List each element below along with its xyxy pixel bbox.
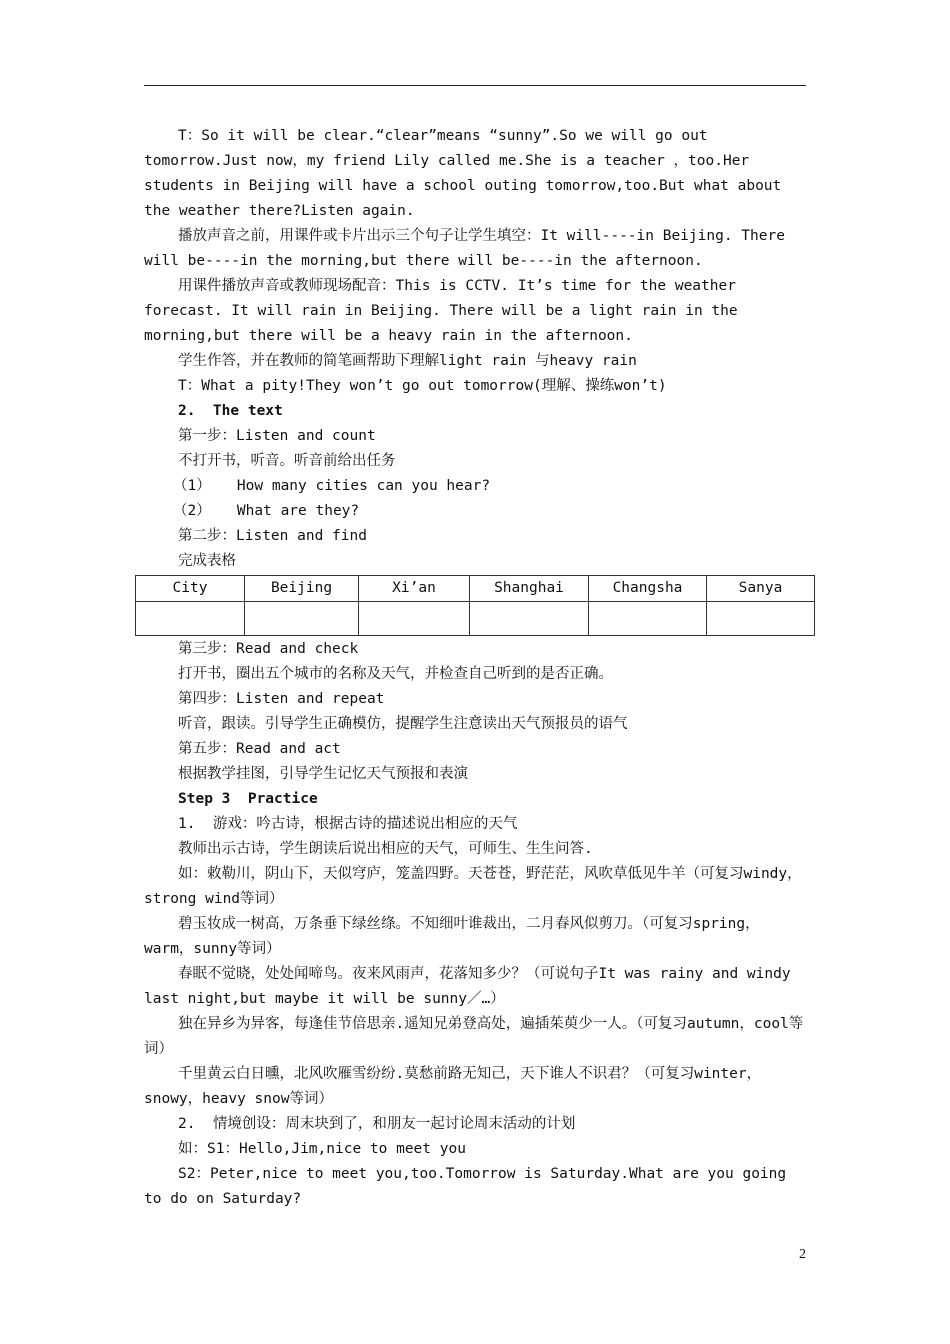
paragraph: Step 3 Practice xyxy=(178,791,318,807)
table-header-cell: Shanghai xyxy=(470,576,589,602)
paragraph: 用课件播放声音或教师现场配音：This is CCTV. It’s time for the weather forecast. It will rain in Beijing. There will be a light rain in the morning,but there will be a heavy rain in the afternoon. xyxy=(144,278,747,344)
paragraph: 第五步：Read and act xyxy=(178,741,341,757)
paragraph: 播放声音之前，用课件或卡片出示三个句子让学生填空：It will----in Beijing. There will be----in the morning,but there will be----in the afternoon. xyxy=(144,228,794,269)
paragraph: 学生作答，并在教师的简笔画帮助下理解light rain 与heavy rain xyxy=(178,353,637,369)
paragraph: 1. 游戏：吟古诗，根据古诗的描述说出相应的天气 xyxy=(178,816,518,832)
table-cell[interactable] xyxy=(470,602,589,636)
table-header-cell: Beijing xyxy=(245,576,359,602)
paragraph: （2） What are they? xyxy=(173,503,360,519)
paragraph: 第四步：Listen and repeat xyxy=(178,691,385,707)
paragraph: 如：S1：Hello,Jim,nice to meet you xyxy=(178,1141,466,1157)
table-cell[interactable] xyxy=(589,602,707,636)
paragraph: 独在异乡为异客，每逢佳节倍思亲.遥知兄弟登高处，遍插茱萸少一人。（可复习autumn，cool等词） xyxy=(144,1016,804,1057)
paragraph: （1） How many cities can you hear? xyxy=(173,478,491,494)
paragraph: 完成表格 xyxy=(178,553,236,569)
paragraph: 第二步：Listen and find xyxy=(178,528,367,544)
document-body xyxy=(144,124,808,1212)
paragraph: 根据教学挂图，引导学生记忆天气预报和表演 xyxy=(178,766,468,782)
paragraph: 第一步：Listen and count xyxy=(178,428,376,444)
table-header-row xyxy=(136,576,815,602)
paragraph: 2. The text xyxy=(178,403,283,419)
paragraph: T：So it will be clear.“clear”means “sunny”.So we will go out tomorrow.Just now，my friend Lily called me.She is a teacher ，too.Her students in Beijing will have a school outing tomorrow,too.But what about the weather there?Listen again. xyxy=(144,128,791,219)
paragraph: 不打开书，听音。听音前给出任务 xyxy=(178,453,396,469)
table-blank-row xyxy=(136,602,815,636)
table-cell[interactable] xyxy=(359,602,470,636)
paragraph-block-b xyxy=(144,637,808,1212)
paragraph: 如：敕勒川，阴山下，天似穹庐，笼盖四野。天苍苍，野茫茫，风吹草低见牛羊（可复习windy，strong wind等词） xyxy=(144,866,802,907)
paragraph: 教师出示古诗，学生朗读后说出相应的天气，可师生、生生问答. xyxy=(178,841,593,857)
cities-table xyxy=(135,575,815,636)
page-number: 2 xyxy=(799,1247,806,1262)
paragraph: 听音，跟读。引导学生正确模仿，提醒学生注意读出天气预报员的语气 xyxy=(178,716,628,732)
table-cell[interactable] xyxy=(707,602,815,636)
paragraph-block-a xyxy=(144,124,808,574)
table-header-cell: City xyxy=(136,576,245,602)
paragraph: 打开书，圈出五个城市的名称及天气，并检查自己听到的是否正确。 xyxy=(178,666,613,682)
paragraph: 春眠不觉晓，处处闻啼鸟。夜来风雨声，花落知多少？（可说句子It was rainy and windy last night,but maybe it will be sunny／…） xyxy=(144,966,800,1007)
paragraph: 第三步：Read and check xyxy=(178,641,359,657)
header-rule xyxy=(144,85,806,86)
table-header-cell: Sanya xyxy=(707,576,815,602)
paragraph: T：What a pity!They won’t go out tomorrow(理解、操练won’t) xyxy=(178,378,667,394)
paragraph: 千里黄云白日曛，北风吹雁雪纷纷.莫愁前路无知己，天下谁人不识君？（可复习winter，snowy，heavy snow等词） xyxy=(144,1066,762,1107)
table-cell[interactable] xyxy=(245,602,359,636)
table-header-cell: Changsha xyxy=(589,576,707,602)
table-header-cell: Xi’an xyxy=(359,576,470,602)
table-cell[interactable] xyxy=(136,602,245,636)
paragraph: 碧玉妆成一树高，万条垂下绿丝绦。不知细叶谁裁出，二月春风似剪刀。（可复习spring，warm，sunny等词） xyxy=(144,916,760,957)
paragraph: S2：Peter,nice to meet you,too.Tomorrow is Saturday.What are you going to do on Saturday? xyxy=(144,1166,795,1207)
paragraph: 2. 情境创设：周末块到了，和朋友一起讨论周末活动的计划 xyxy=(178,1116,576,1132)
